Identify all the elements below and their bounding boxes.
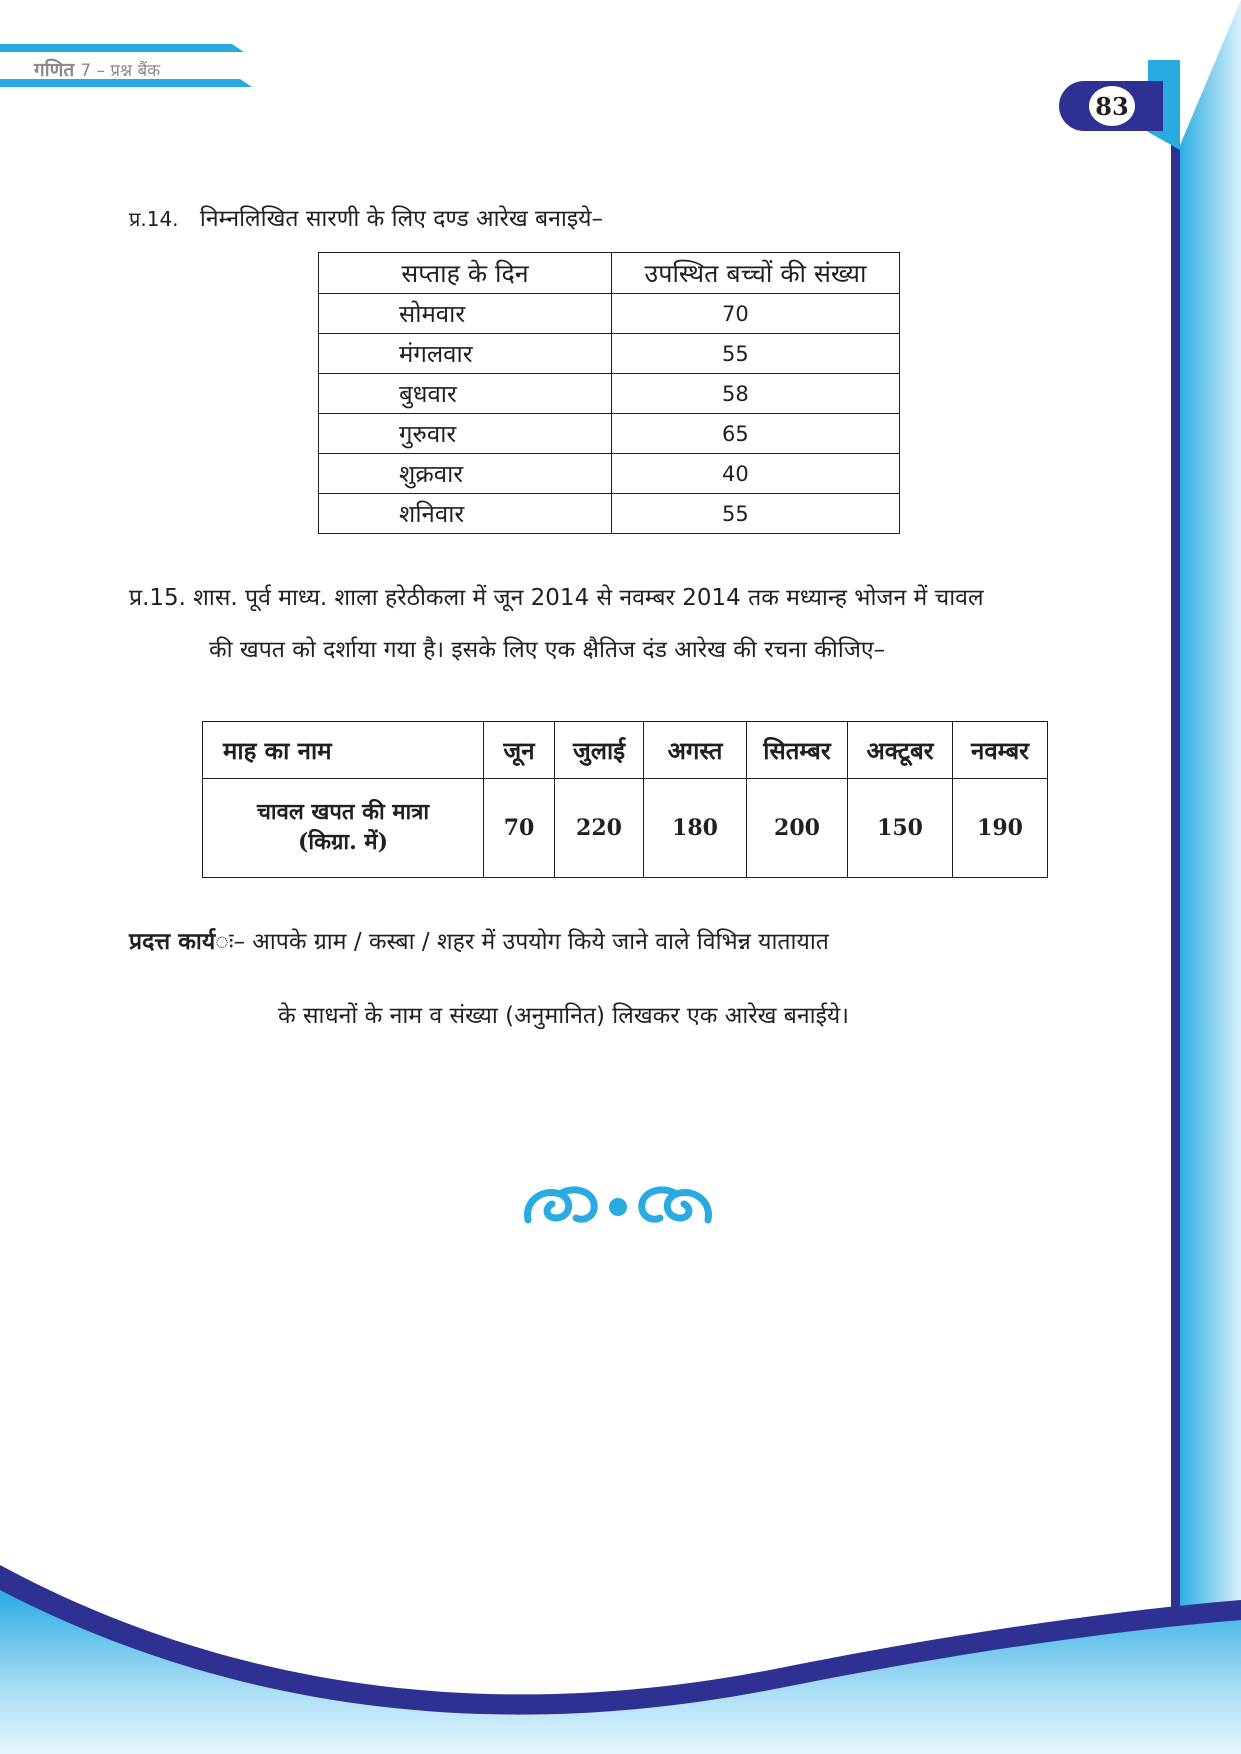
table-cell-count: 40 [612,454,900,494]
question-14-text: निम्नलिखित सारणी के लिए दण्ड आरेख बनाइये– [199,206,603,232]
table-cell-count: 58 [612,374,900,414]
table-cell-day: सोमवार [319,294,612,334]
table-header-month: जुलाई [555,722,644,779]
table-header-month: सितम्बर [747,722,848,779]
table-cell-day: मंगलवार [319,334,612,374]
question-15-line-2: की खपत को दर्शाया गया है। इसके लिए एक क्षैतिज दंड आरेख की रचना कीजिए– [209,637,886,663]
running-header [34,56,160,82]
table-row-label [203,779,484,878]
table-header-month: नवम्बर [953,722,1048,779]
activity-text: ः– आपके ग्राम / कस्बा / शहर में उपयोग किये जाने वाले विभिन्न यातायात [215,929,829,955]
row-label-line-1: चावल खपत की मात्रा [256,799,430,826]
table-header-month: अगस्त [644,722,747,779]
activity-line-1 [129,929,829,957]
table-row [319,374,900,414]
page-number: 83 [1089,86,1135,126]
activity-label: प्रदत्त कार्य [129,929,216,955]
activity-line-2: के साधनों के नाम व संख्या (अनुमानित) लिखकर एक आरेख बनाईये। [278,1003,849,1029]
table-cell-count: 55 [612,494,900,534]
table-cell-value: 180 [644,779,747,878]
table-row [319,414,900,454]
table-cell-count: 70 [612,294,900,334]
table-row [319,334,900,374]
question-15-line-1: प्र.15. शास. पूर्व माध्य. शाला हरेठीकला में जून 2014 से नवम्बर 2014 तक मध्यान्ह भोजन में चावल [129,585,984,611]
question-14-number: प्र.14. [129,207,179,231]
header-subtitle: 7 – प्रश्न बैंक [80,61,161,81]
table-row [319,294,900,334]
table-cell-value: 70 [484,779,555,878]
table-header-row [319,253,900,294]
table-cell-day: गुरुवार [319,414,612,454]
table-row [319,494,900,534]
ornament-divider [522,1180,714,1230]
table-cell-value: 190 [953,779,1048,878]
table-cell-count: 55 [612,334,900,374]
table-header-cell: सप्ताह के दिन [319,253,612,294]
table-cell-day: शनिवार [319,494,612,534]
question-14 [129,206,603,234]
table-header-month: जून [484,722,555,779]
attendance-table [318,252,900,534]
table-row [319,454,900,494]
table-cell-value: 220 [555,779,644,878]
row-label-line-2: (किग्रा. में) [298,829,388,855]
table-cell-day: शुक्रवार [319,454,612,494]
header-subject: गणित [34,59,75,81]
table-header-cell: उपस्थित बच्चों की संख्या [612,253,900,294]
table-cell-value: 200 [747,779,848,878]
table-header-row [203,722,1048,779]
table-cell-value: 150 [848,779,953,878]
rice-consumption-table [202,721,1048,878]
table-header-cell: माह का नाम [203,722,484,779]
table-header-month: अक्टूबर [848,722,953,779]
table-cell-count: 65 [612,414,900,454]
table-row [203,779,1048,878]
table-cell-day: बुधवार [319,374,612,414]
